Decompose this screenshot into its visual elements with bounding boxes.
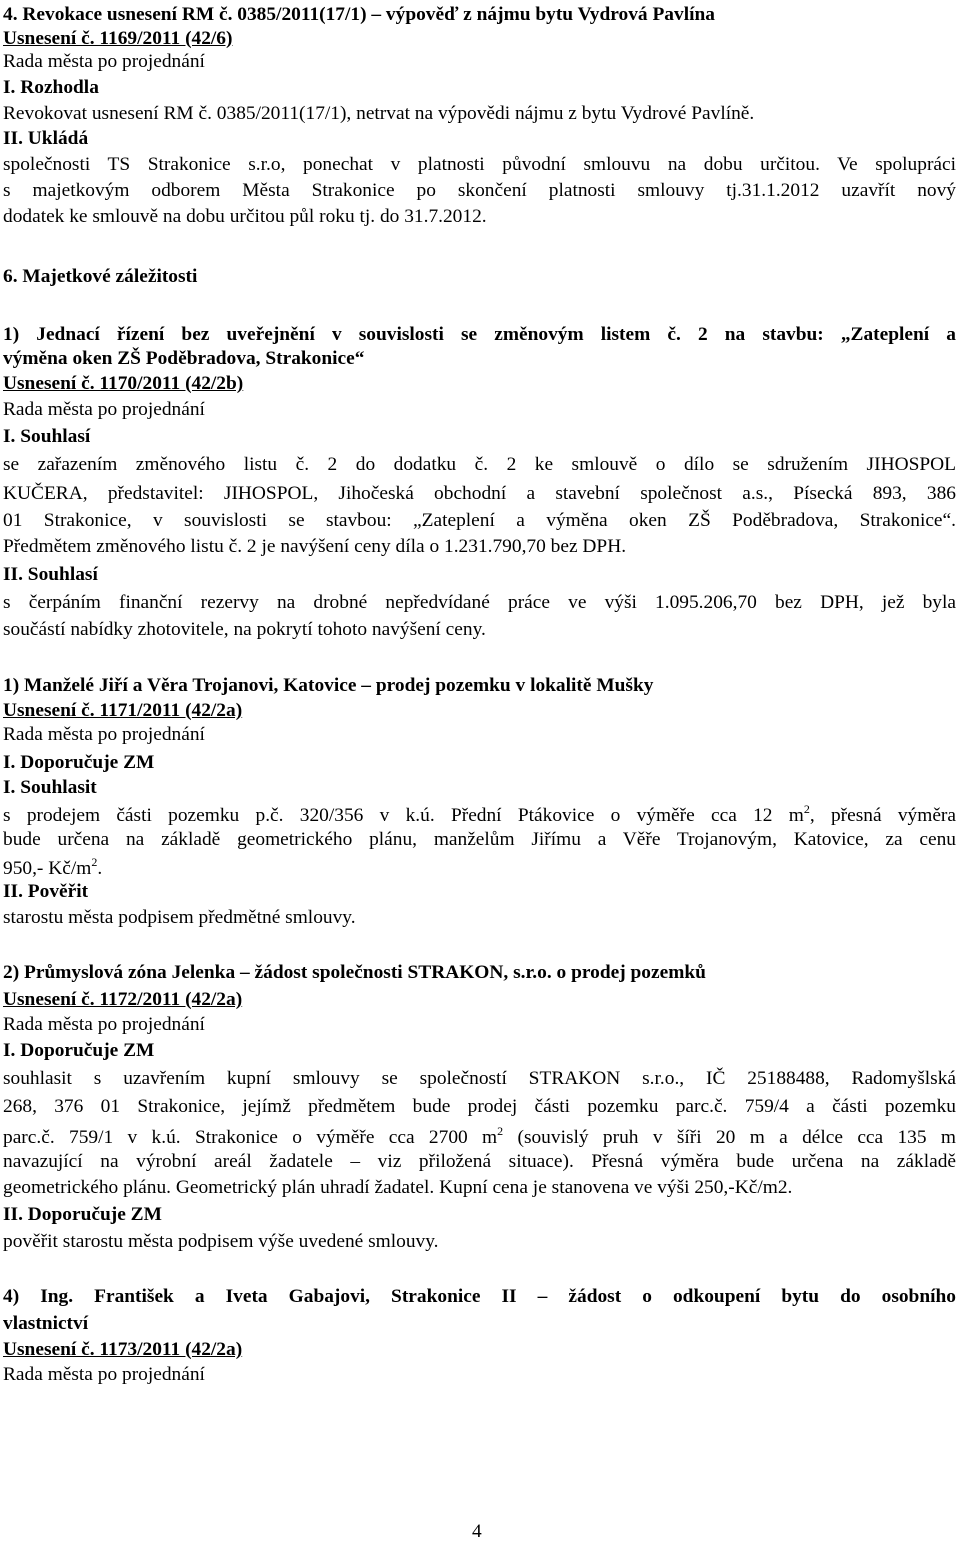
line-text: Rada města po projednání bbox=[3, 1014, 205, 1035]
text-line bbox=[3, 349, 364, 368]
line-text: I. Rozhodla bbox=[3, 77, 99, 98]
line-text: 268, 376 01 Strakonice, jejímž předmětem bude prodej části pozemku parc.č. 759/4 a části pozemku bbox=[3, 1096, 956, 1117]
line-text: s majetkovým odborem Města Strakonice po skončení platnosti smlouvy tj.31.1.2012 uzavřít nový bbox=[3, 180, 956, 201]
line-text: Rada města po projednání bbox=[3, 399, 205, 420]
line-text: společnosti TS Strakonice s.r.o, ponechat v platnosti původní smlouvu na dobu určitou. Ve spolupráci bbox=[3, 154, 956, 175]
line-text: 4. Revokace usnesení RM č. 0385/2011(17/1) – výpověď z nájmu bytu Vydrová Pavlína bbox=[3, 4, 715, 25]
line-text: součástí nabídky zhotovitele, na pokrytí tohoto navýšení ceny. bbox=[3, 619, 486, 640]
text-line bbox=[3, 676, 653, 695]
line-text: II. Souhlasí bbox=[3, 564, 98, 585]
page-number: 4 bbox=[472, 1521, 482, 1542]
line-text: II. Ukládá bbox=[3, 128, 89, 149]
text-line bbox=[3, 830, 956, 849]
text-line bbox=[3, 1069, 956, 1088]
superscript: 2 bbox=[803, 802, 810, 816]
text-line bbox=[3, 753, 154, 772]
line-text: bude určena na základě geometrického plánu, manželům Jiřímu a Věře Trojanovým, Katovice, za cenu bbox=[3, 829, 956, 850]
text-line bbox=[3, 1365, 205, 1384]
text-line bbox=[3, 725, 205, 744]
line-text: I. Souhlasit bbox=[3, 777, 97, 798]
text-line bbox=[3, 882, 88, 901]
text-line bbox=[3, 990, 242, 1009]
line-text-tail: . bbox=[97, 858, 103, 879]
text-line bbox=[3, 78, 99, 97]
text-line bbox=[3, 701, 242, 720]
text-line bbox=[3, 1232, 439, 1251]
text-line bbox=[3, 207, 487, 226]
line-text: Předmětem změnového listu č. 2 je navýšení ceny díla o 1.231.790,70 bez DPH. bbox=[3, 536, 627, 557]
line-text: Usnesení č. 1172/2011 (42/2a) bbox=[3, 989, 243, 1010]
text-line bbox=[3, 908, 356, 927]
line-text: s prodejem části pozemku p.č. 320/356 v k.ú. Přední Ptákovice o výměře cca 12 m bbox=[3, 805, 804, 826]
superscript: 2 bbox=[91, 855, 98, 869]
line-text: souhlasit s uzavřením kupní smlouvy se společností STRAKON s.r.o., IČ 25188488, Radomyšlská bbox=[3, 1068, 956, 1089]
text-line bbox=[3, 325, 956, 344]
text-line bbox=[3, 1287, 956, 1306]
text-line bbox=[3, 181, 956, 200]
text-line bbox=[3, 511, 956, 530]
line-text: Rada města po projednání bbox=[3, 724, 205, 745]
line-text: Usnesení č. 1173/2011 (42/2a) bbox=[3, 1339, 243, 1360]
text-line bbox=[3, 1152, 956, 1171]
superscript: 2 bbox=[497, 1124, 504, 1138]
text-line bbox=[3, 778, 97, 797]
line-text: dodatek ke smlouvě na dobu určitou půl roku tj. do 31.7.2012. bbox=[3, 206, 487, 227]
text-line bbox=[3, 1015, 205, 1034]
text-line bbox=[3, 155, 956, 174]
line-text: 950,- Kč/m bbox=[3, 858, 92, 879]
line-text: Usnesení č. 1170/2011 (42/2b) bbox=[3, 373, 244, 394]
line-text: 6. Majetkové záležitosti bbox=[3, 266, 198, 287]
text-line bbox=[3, 1340, 242, 1359]
line-text: 01 Strakonice, v souvislosti se stavbou: „Zateplení a výměna oken ZŠ Poděbradova, Strakonice“. bbox=[3, 510, 956, 531]
text-line bbox=[3, 1125, 956, 1147]
text-line bbox=[3, 537, 626, 556]
line-text: 4) Ing. František a Iveta Gabajovi, Strakonice II – žádost o odkoupení bytu do osobního bbox=[3, 1286, 956, 1307]
text-line bbox=[3, 29, 232, 48]
text-line bbox=[3, 565, 98, 584]
text-line bbox=[3, 593, 956, 612]
line-text: 1) Manželé Jiří a Věra Trojanovi, Katovice – prodej pozemku v lokalitě Mušky bbox=[3, 675, 654, 696]
text-line bbox=[3, 856, 102, 878]
text-line bbox=[3, 374, 243, 393]
line-text: I. Souhlasí bbox=[3, 426, 91, 447]
line-text: II. Pověřit bbox=[3, 881, 89, 902]
line-text: pověřit starostu města podpisem výše uvedené smlouvy. bbox=[3, 1231, 439, 1252]
text-line bbox=[3, 484, 956, 503]
line-text: Usnesení č. 1169/2011 (42/6) bbox=[3, 28, 233, 49]
line-text: 2) Průmyslová zóna Jelenka – žádost společnosti STRAKON, s.r.o. o prodej pozemků bbox=[3, 962, 706, 983]
text-line bbox=[3, 963, 706, 982]
text-line bbox=[3, 400, 205, 419]
line-text: parc.č. 759/1 v k.ú. Strakonice o výměře cca 2700 m bbox=[3, 1127, 498, 1148]
text-line bbox=[3, 620, 486, 639]
text-line bbox=[3, 803, 956, 825]
line-text: s čerpáním finanční rezervy na drobné nepředvídané práce ve výši 1.095.206,70 bez DPH, jež byla bbox=[3, 592, 956, 613]
text-line bbox=[3, 1205, 162, 1224]
line-text: I. Doporučuje ZM bbox=[3, 752, 155, 773]
text-line bbox=[3, 455, 956, 474]
text-line bbox=[3, 129, 88, 148]
text-line bbox=[3, 427, 90, 446]
line-text: Usnesení č. 1171/2011 (42/2a) bbox=[3, 700, 243, 721]
line-text: 1) Jednací řízení bez uveřejnění v souvislosti se změnovým listem č. 2 na stavbu: „Zateplení a bbox=[3, 324, 956, 345]
text-line bbox=[3, 1314, 88, 1333]
text-line bbox=[3, 52, 205, 71]
line-text: se zařazením změnového listu č. 2 do dodatku č. 2 ke smlouvě o dílo se sdružením JIHOSPOL bbox=[3, 454, 956, 475]
line-text: II. Doporučuje ZM bbox=[3, 1204, 162, 1225]
line-text: starostu města podpisem předmětné smlouvy. bbox=[3, 907, 356, 928]
line-text: I. Doporučuje ZM bbox=[3, 1040, 155, 1061]
text-line bbox=[3, 1178, 792, 1197]
text-line bbox=[3, 267, 197, 286]
text-line bbox=[3, 104, 754, 123]
line-text: Rada města po projednání bbox=[3, 1364, 205, 1385]
line-text: Rada města po projednání bbox=[3, 51, 205, 72]
text-line bbox=[3, 5, 715, 24]
line-text: vlastnictví bbox=[3, 1313, 89, 1334]
line-text: geometrického plánu. Geometrický plán uhradí žadatel. Kupní cena je stanovena ve výši 250,-Kč/m2. bbox=[3, 1177, 793, 1198]
line-text: výměna oken ZŠ Poděbradova, Strakonice“ bbox=[3, 348, 365, 369]
line-text-tail: , přesná výměra bbox=[809, 805, 956, 826]
text-line bbox=[3, 1097, 956, 1116]
line-text: KUČERA, představitel: JIHOSPOL, Jihočeská obchodní a stavební společnost a.s., Písecká 893, 386 bbox=[3, 483, 956, 504]
line-text: Revokovat usnesení RM č. 0385/2011(17/1), netrvat na výpovědi nájmu z bytu Vydrové Pavlíně. bbox=[3, 103, 755, 124]
text-line bbox=[3, 1041, 154, 1060]
line-text: navazující na výrobní areál žadatele – viz přiložená situace). Přesná výměra bude určena na základě bbox=[3, 1151, 956, 1172]
line-text-tail: (souvislý pruh v šíři 20 m a délce cca 135 m bbox=[503, 1127, 956, 1148]
